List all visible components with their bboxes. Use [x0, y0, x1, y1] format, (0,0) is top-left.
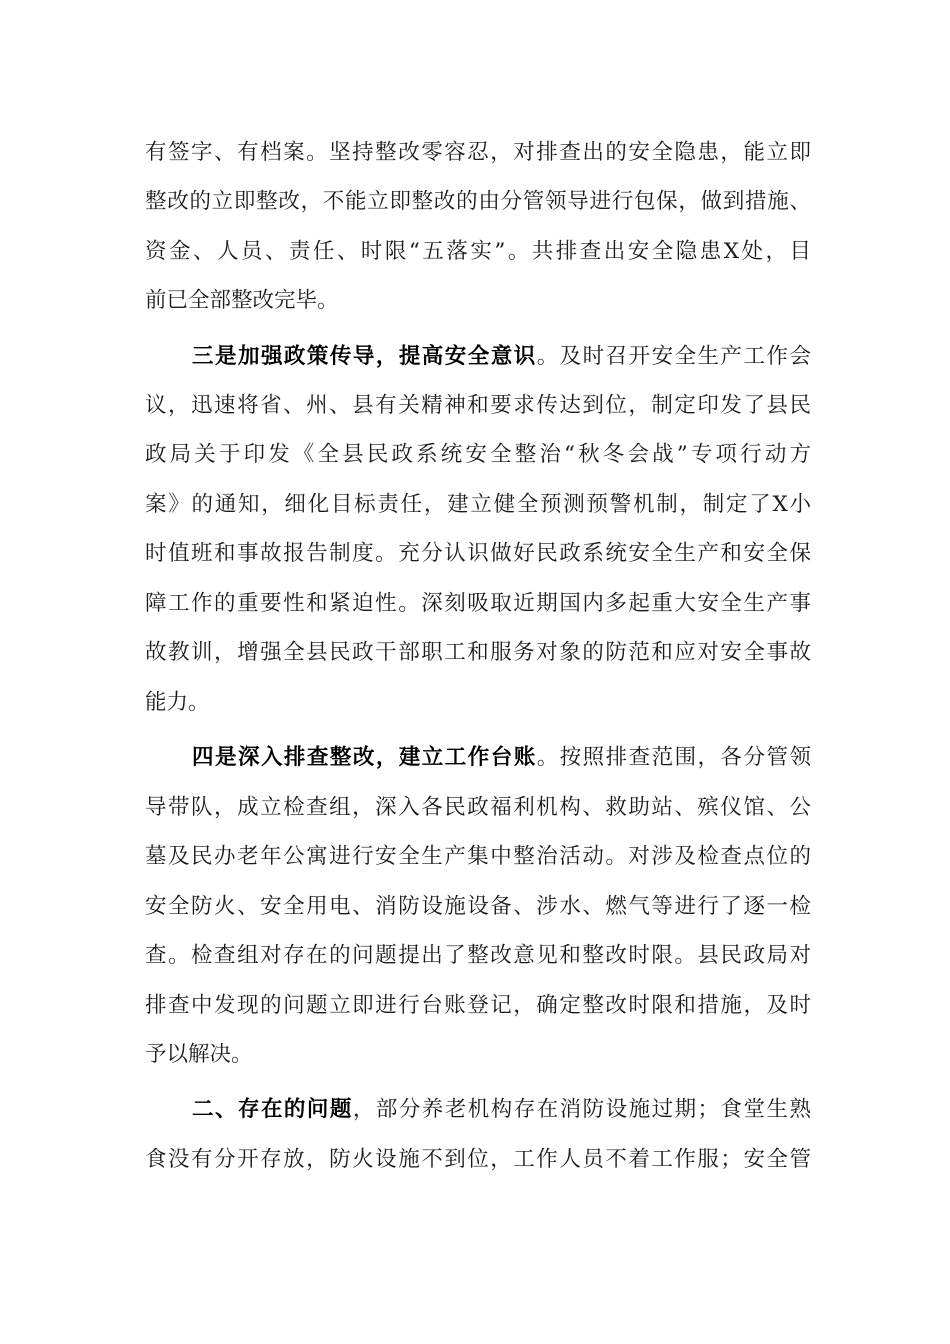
paragraph-text: ，部分养老机构存在消防设施过期；食堂生熟	[352, 1097, 811, 1122]
text-line: 查。检查组对存在的问题提出了整改意见和整改时限。县民政局对	[145, 943, 811, 968]
text-line: 排查中发现的问题立即进行台账登记，确定整改时限和措施，及时	[145, 993, 811, 1018]
paragraph-heading: 三是加强政策传导，提高安全意识	[192, 344, 537, 369]
paragraph-heading: 四是深入排查整改，建立工作台账	[192, 745, 537, 770]
text-line: 有签字、有档案。坚持整改零容忍，对排查出的安全隐患，能立即	[145, 140, 811, 165]
paragraph-text: 。按照排查范围，各分管领	[536, 745, 811, 770]
text-line: 时值班和事故报告制度。充分认识做好民政系统安全生产和安全保	[145, 541, 811, 566]
text-line: 资金、人员、责任、时限“五落实”。共排查出安全隐患X处，目	[145, 239, 811, 264]
text-line: 能力。	[145, 690, 210, 715]
paragraph-first-line	[192, 337, 811, 377]
text-line: 食没有分开存放，防火设施不到位，工作人员不着工作服；安全管	[145, 1147, 811, 1172]
text-line: 议，迅速将省、州、县有关精神和要求传达到位，制定印发了县民	[145, 393, 811, 418]
text-line: 予以解决。	[145, 1042, 253, 1067]
paragraph-first-line	[192, 738, 811, 778]
text-line: 安全防火、安全用电、消防设施设备、涉水、燃气等进行了逐一检	[145, 894, 811, 919]
text-line: 墓及民办老年公寓进行安全生产集中整治活动。对涉及检查点位的	[145, 844, 811, 869]
text-line: 故教训，增强全县民政干部职工和服务对象的防范和应对安全事故	[145, 640, 811, 665]
text-line: 导带队，成立检查组，深入各民政福利机构、救助站、殡仪馆、公	[145, 795, 811, 820]
text-line: 前已全部整改完毕。	[145, 288, 339, 313]
paragraph-first-line	[192, 1090, 811, 1130]
paragraph-heading: 二、存在的问题	[192, 1097, 353, 1122]
paragraph-text: 。及时召开安全生产工作会	[536, 344, 811, 369]
text-line: 政局关于印发《全县民政系统安全整治“秋冬会战”专项行动方	[145, 442, 811, 467]
text-line: 案》的通知，细化目标责任，建立健全预测预警机制，制定了X小	[145, 492, 811, 517]
text-line: 整改的立即整改，不能立即整改的由分管领导进行包保，做到措施、	[145, 189, 811, 214]
text-line: 障工作的重要性和紧迫性。深刻吸取近期国内多起重大安全生产事	[145, 591, 811, 616]
